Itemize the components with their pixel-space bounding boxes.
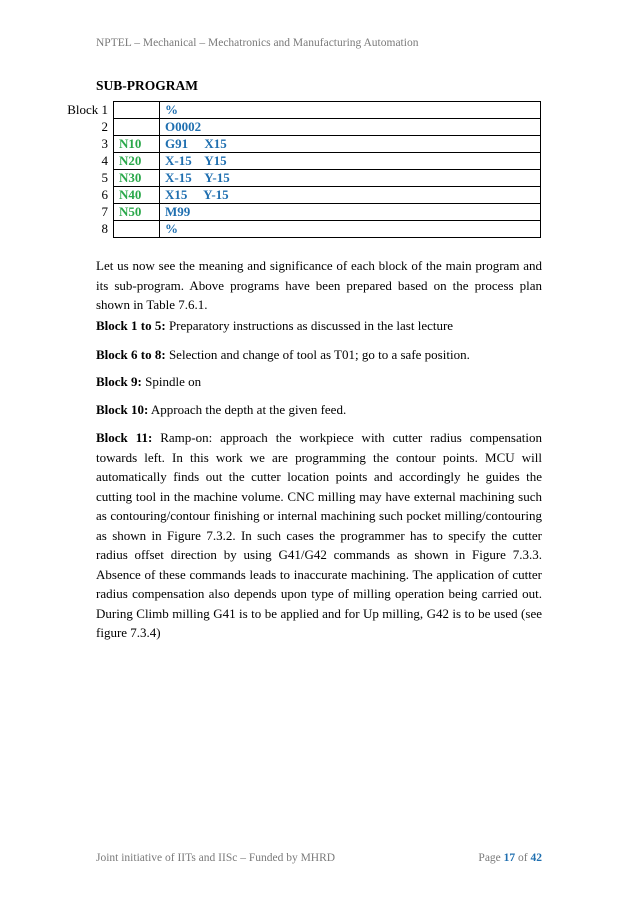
block-description [96, 372, 542, 392]
block-number: 6 [60, 187, 114, 204]
table-row [60, 153, 541, 170]
sequence-number [114, 119, 160, 136]
block-description [96, 316, 542, 336]
page-prefix: Page [478, 852, 504, 864]
sequence-number: N20 [114, 153, 160, 170]
block-number: 3 [60, 136, 114, 153]
program-code: % [160, 221, 541, 238]
block-text: Preparatory instructions as discussed in the last lecture [165, 318, 454, 333]
block-description [96, 428, 542, 643]
program-code: X-15 Y15 [160, 153, 541, 170]
subprogram-table [60, 101, 541, 238]
table-row [60, 204, 541, 221]
table-row [60, 221, 541, 238]
page-header: NPTEL – Mechanical – Mechatronics and Manufacturing Automation [96, 37, 419, 49]
sequence-number: N10 [114, 136, 160, 153]
block-label: Block 6 to 8: [96, 347, 166, 362]
table-row [60, 136, 541, 153]
block-label: Block 9: [96, 374, 142, 389]
table-row [60, 119, 541, 136]
block-number: 7 [60, 204, 114, 221]
sequence-number: N30 [114, 170, 160, 187]
table-row [60, 187, 541, 204]
program-code: G91 X15 [160, 136, 541, 153]
block-text: Selection and change of tool as T01; go to a safe position. [165, 347, 470, 362]
block-text: Approach the depth at the given feed. [148, 402, 347, 417]
sequence-number [114, 221, 160, 238]
block-label: Block 11: [96, 430, 153, 445]
page-separator: of [515, 852, 531, 864]
intro-paragraph: Let us now see the meaning and significance of each block of the main program and its sub-program. Above programs have been prepared based on the process plan shown in Table 7.6.1. [96, 258, 542, 312]
block-number: 5 [60, 170, 114, 187]
block-number: Block 1 [60, 102, 114, 119]
sequence-number: N50 [114, 204, 160, 221]
sequence-number [114, 102, 160, 119]
block-label: Block 10: [96, 402, 149, 417]
program-code: X-15 Y-15 [160, 170, 541, 187]
page-number [478, 852, 542, 864]
table-row [60, 102, 541, 119]
block-description [96, 400, 542, 420]
program-code: % [160, 102, 541, 119]
block-number: 2 [60, 119, 114, 136]
program-code: M99 [160, 204, 541, 221]
block-description [96, 345, 542, 365]
footer-credit: Joint initiative of IITs and IISc – Funded by MHRD [96, 852, 336, 864]
section-title: SUB-PROGRAM [96, 78, 198, 93]
page-current: 17 [503, 852, 516, 864]
program-code: O0002 [160, 119, 541, 136]
block-text: Ramp-on: approach the workpiece with cutter radius compensation towards left. In this work we are programming the contour points. MCU will automatically finds out the cutter location points and accordingly he guides the cutting tool in the machine volume. CNC milling may have external machining such as contouring/contour finishing or internal machining such pocket milling/contouring as shown in Figure 7.3.2. In such cases the programmer has to specify the cutter radius offset direction by using G41/G42 commands as shown in Figure 7.3.3. Absence of these commands leads to inaccurate machining. The application of cutter radius compensation also depends upon type of milling operation being carried out. During Climb milling G41 is to be applied and for Up milling, G42 is to be used (see figure 7.3.4) [96, 430, 542, 640]
table-row [60, 170, 541, 187]
block-number: 8 [60, 221, 114, 238]
program-code: X15 Y-15 [160, 187, 541, 204]
page-total: 42 [530, 852, 542, 864]
block-label: Block 1 to 5: [96, 318, 166, 333]
block-text: Spindle on [141, 374, 202, 389]
block-number: 4 [60, 153, 114, 170]
sequence-number: N40 [114, 187, 160, 204]
